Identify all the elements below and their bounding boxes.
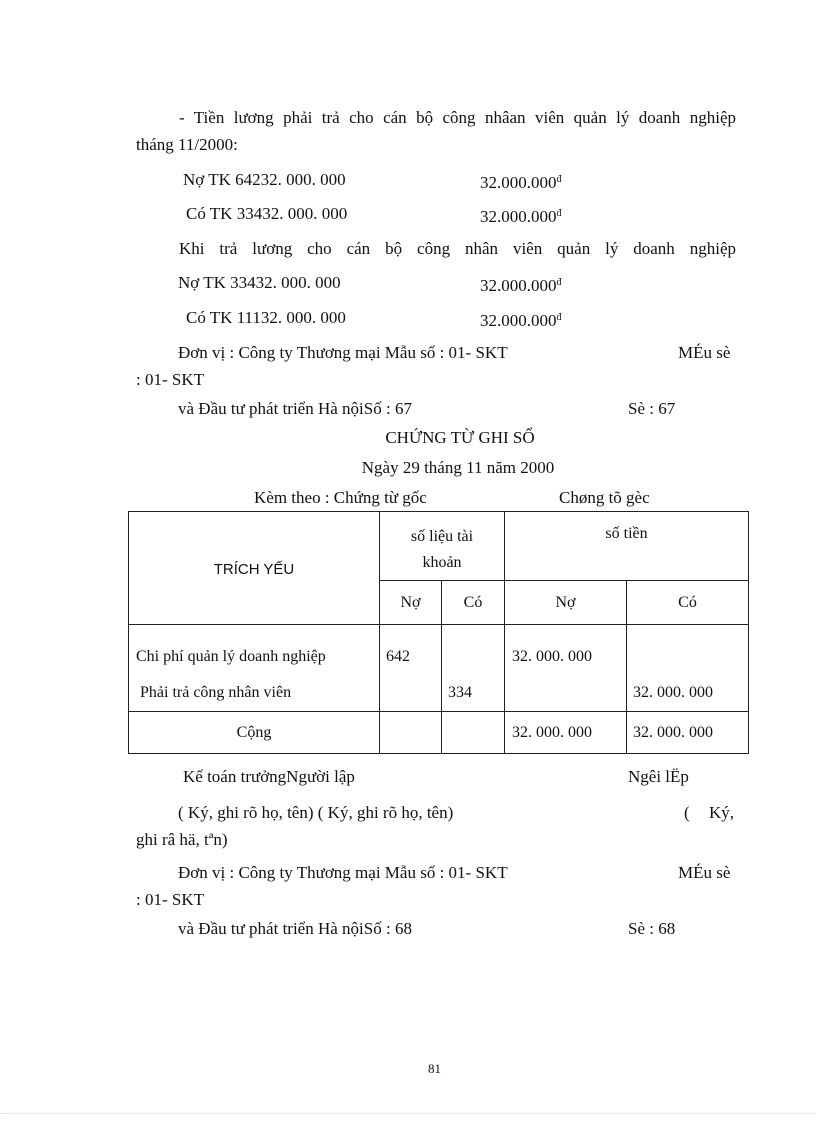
row2-summary: Phải trả công nhân viên xyxy=(140,684,292,701)
entry1-debit-amount: $32.000.000^đ$ xyxy=(480,173,562,192)
table-row xyxy=(129,625,749,712)
row1-debit-amt: 32. 000. 000 xyxy=(512,648,592,665)
row2-credit-acc: 334 xyxy=(448,684,472,701)
header1-company: và Đầu tư phát triển Hà nộiSố : 67 xyxy=(178,399,412,418)
credit-acc-cell xyxy=(442,625,505,712)
table-total-row xyxy=(129,712,749,754)
amount-header-cell xyxy=(505,512,749,581)
header2-company: và Đầu tư phát triển Hà nộiSố : 68 xyxy=(178,919,412,938)
currency-mark: đ xyxy=(556,174,562,185)
entry2-debit-amount: $32.000.000^đ$ xyxy=(480,276,562,295)
signature-instructions-line3: ghi râ hä, tªn) xyxy=(136,830,228,849)
entry1-credit-label: Có TK 33432. 000. 000 xyxy=(186,204,348,223)
debit-amt-cell xyxy=(505,625,627,712)
account-header-line2: khoản xyxy=(422,554,462,571)
sub-credit-amt: Có xyxy=(627,581,749,625)
signature-roles: Kế toán trưởngNgười lập xyxy=(183,767,355,786)
entry2-debit-label: Nợ TK 33432. 000. 000 xyxy=(178,273,341,292)
salary-paragraph-line2: tháng 11/2000: xyxy=(136,135,238,154)
signature-preparer-right: Ngêi lËp xyxy=(628,767,689,786)
voucher-attach-left: Kèm theo : Chứng từ gốc xyxy=(254,488,427,507)
summary-header-cell xyxy=(129,512,380,625)
row1-summary: Chi phí quản lý doanh nghiệp xyxy=(136,648,326,665)
header2-form-right: MÉu sè xyxy=(678,863,731,882)
salary-paragraph-line1: - Tiền lương phải trả cho cán bộ công nhâan viên quản lý doanh nghiệp xyxy=(179,108,736,127)
currency-mark: đ xyxy=(556,208,562,219)
total-debit: 32. 000. 000 xyxy=(505,712,627,754)
amount-header: số tiền xyxy=(605,525,648,542)
signature-instructions: ( Ký, ghi rõ họ, tên) ( Ký, ghi rõ họ, tên) xyxy=(178,803,454,822)
page-number: 81 xyxy=(428,1061,441,1076)
summary-cell xyxy=(129,625,380,712)
entry1-credit-amount: $32.000.000^đ$ xyxy=(480,207,562,226)
signature-instructions-right-a: ( xyxy=(684,803,690,822)
signature-instructions-right-b: Ký, xyxy=(709,803,735,822)
credit-amt-cell xyxy=(627,625,749,712)
table-header-row xyxy=(129,512,749,581)
account-header-cell xyxy=(380,512,505,581)
total-credit: 32. 000. 000 xyxy=(627,712,749,754)
row1-debit-acc: 642 xyxy=(386,648,410,665)
entry2-credit-label: Có TK 11132. 000. 000 xyxy=(186,308,346,327)
payment-paragraph: Khi trả lương cho cán bộ công nhân viên quản lý doanh nghiệp xyxy=(179,239,736,258)
header2-form-code: : 01- SKT xyxy=(136,890,204,909)
header2-unit: Đơn vị : Công ty Thương mại Mẫu số : 01- SKT xyxy=(178,863,508,882)
header2-number-right: Sè : 68 xyxy=(628,919,676,938)
sub-debit-acc: Nợ xyxy=(380,581,442,625)
total-credit-acc xyxy=(442,712,505,754)
row2-credit-amt: 32. 000. 000 xyxy=(633,684,713,701)
entry2-credit-amount: $32.000.000^đ$ xyxy=(480,311,562,330)
sub-debit-amt: Nợ xyxy=(505,581,627,625)
sub-credit-acc: Có xyxy=(442,581,505,625)
debit-acc-cell xyxy=(380,625,442,712)
header1-form-right: MÉu sè xyxy=(678,343,731,362)
currency-mark: đ xyxy=(556,312,562,323)
currency-mark: đ xyxy=(556,277,562,288)
voucher-attach-right: Chøng tõ gèc xyxy=(559,488,650,507)
summary-header: TRÍCH YẾU xyxy=(213,561,295,578)
page-bottom-divider xyxy=(0,1113,816,1114)
header1-number-right: Sè : 67 xyxy=(628,399,676,418)
voucher-title: CHỨNG TỪ GHI SỔ xyxy=(385,428,535,447)
total-label: Cộng xyxy=(129,712,380,754)
voucher-date: Ngày 29 tháng 11 năm 2000 xyxy=(361,458,555,477)
account-header-line1: số liệu tài xyxy=(410,528,474,545)
voucher-table xyxy=(128,511,749,754)
header1-unit: Đơn vị : Công ty Thương mại Mẫu số : 01- SKT xyxy=(178,343,508,362)
total-debit-acc xyxy=(380,712,442,754)
entry1-debit-label: Nợ TK 64232. 000. 000 xyxy=(183,170,346,189)
header1-form-code: : 01- SKT xyxy=(136,370,204,389)
